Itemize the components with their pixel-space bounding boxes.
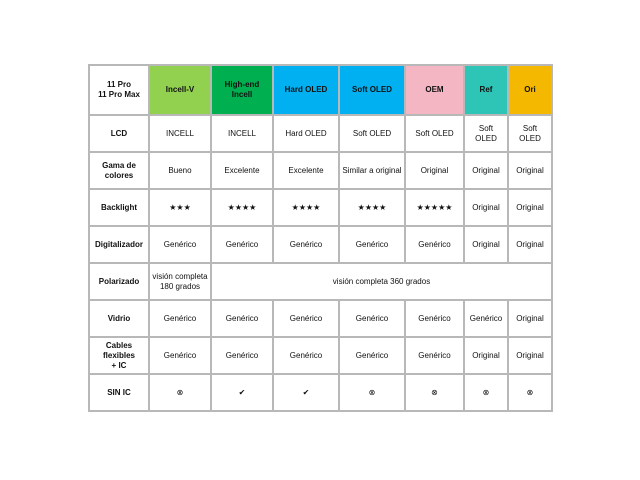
- cell: Original: [508, 152, 552, 189]
- col-ref: Ref: [464, 65, 508, 115]
- cell: Genérico: [464, 300, 508, 337]
- row-cables-flexibles: [89, 337, 552, 374]
- cell: INCELL: [149, 115, 211, 152]
- cell: Original: [508, 189, 552, 226]
- cell: Soft OLED: [464, 115, 508, 152]
- cell: Original: [464, 337, 508, 374]
- cell: Original: [464, 152, 508, 189]
- cell: Genérico: [149, 337, 211, 374]
- row-label-sin-ic: SIN IC: [89, 374, 149, 411]
- cell: Excelente: [273, 152, 339, 189]
- cell: Original: [508, 337, 552, 374]
- row-label-cables: [89, 337, 149, 374]
- cell: Genérico: [405, 226, 464, 263]
- row-label-line-2: colores: [104, 170, 134, 180]
- cell: Similar a original: [339, 152, 405, 189]
- star-rating: ★★★★: [273, 189, 339, 226]
- cell: Genérico: [211, 300, 273, 337]
- cell-polarizado-first: [149, 263, 211, 300]
- row-sin-ic: [89, 374, 552, 411]
- model-header: [89, 65, 149, 115]
- comparison-table: [88, 64, 553, 412]
- row-lcd: [89, 115, 552, 152]
- check-icon: ✔: [273, 374, 339, 411]
- cell: Soft OLED: [508, 115, 552, 152]
- cell: Original: [508, 300, 552, 337]
- cell: Genérico: [149, 226, 211, 263]
- cell: Genérico: [405, 337, 464, 374]
- col-incell-v: Incell-V: [149, 65, 211, 115]
- cell: Genérico: [273, 337, 339, 374]
- row-gama-de-colores: [89, 152, 552, 189]
- cell: INCELL: [211, 115, 273, 152]
- row-label-line-1: Cables flexibles: [102, 340, 135, 360]
- cell: Genérico: [339, 300, 405, 337]
- cell: Bueno: [149, 152, 211, 189]
- row-label-line-2: + IC: [111, 360, 127, 370]
- cell: Genérico: [273, 300, 339, 337]
- cell: Genérico: [273, 226, 339, 263]
- row-label-polarizado: Polarizado: [89, 263, 149, 300]
- cell: Original: [464, 226, 508, 263]
- model-line-2: 11 Pro Max: [98, 90, 140, 99]
- row-label-lcd: LCD: [89, 115, 149, 152]
- cross-circle-icon: ⊗: [508, 374, 552, 411]
- star-rating: ★★★: [149, 189, 211, 226]
- check-icon: ✔: [211, 374, 273, 411]
- cell-polarizado-merged: visión completa 360 grados: [211, 263, 552, 300]
- cross-circle-icon: ⊗: [464, 374, 508, 411]
- row-vidrio: [89, 300, 552, 337]
- cross-circle-icon: ⊗: [149, 374, 211, 411]
- cell: Genérico: [405, 300, 464, 337]
- row-label-vidrio: Vidrio: [89, 300, 149, 337]
- row-backlight: [89, 189, 552, 226]
- star-rating: ★★★★: [211, 189, 273, 226]
- row-label-gama: [89, 152, 149, 189]
- header-row: [89, 65, 552, 115]
- col-high-end-incell: High-end Incell: [211, 65, 273, 115]
- star-rating: ★★★★: [339, 189, 405, 226]
- cell-line-2: 180 grados: [159, 281, 201, 291]
- cell: Hard OLED: [273, 115, 339, 152]
- cell-line-1: visión completa: [152, 271, 208, 281]
- row-polarizado: [89, 263, 552, 300]
- cross-circle-icon: ⊗: [405, 374, 464, 411]
- col-soft-oled: Soft OLED: [339, 65, 405, 115]
- cell: Excelente: [211, 152, 273, 189]
- col-oem: OEM: [405, 65, 464, 115]
- cell: Soft OLED: [405, 115, 464, 152]
- cell: Original: [405, 152, 464, 189]
- row-label-line-1: Gama de: [102, 160, 136, 170]
- cell: Original: [508, 226, 552, 263]
- col-hard-oled: Hard OLED: [273, 65, 339, 115]
- cross-circle-icon: ⊗: [339, 374, 405, 411]
- row-digitalizador: [89, 226, 552, 263]
- cell: Genérico: [211, 337, 273, 374]
- cell: Genérico: [339, 226, 405, 263]
- cell: Genérico: [149, 300, 211, 337]
- star-rating: ★★★★★: [405, 189, 464, 226]
- cell: Soft OLED: [339, 115, 405, 152]
- model-line-1: 11 Pro: [106, 80, 131, 89]
- row-label-digitalizador: Digitalizador: [89, 226, 149, 263]
- col-ori: Ori: [508, 65, 552, 115]
- cell: Genérico: [339, 337, 405, 374]
- cell: Original: [464, 189, 508, 226]
- cell: Genérico: [211, 226, 273, 263]
- row-label-backlight: Backlight: [89, 189, 149, 226]
